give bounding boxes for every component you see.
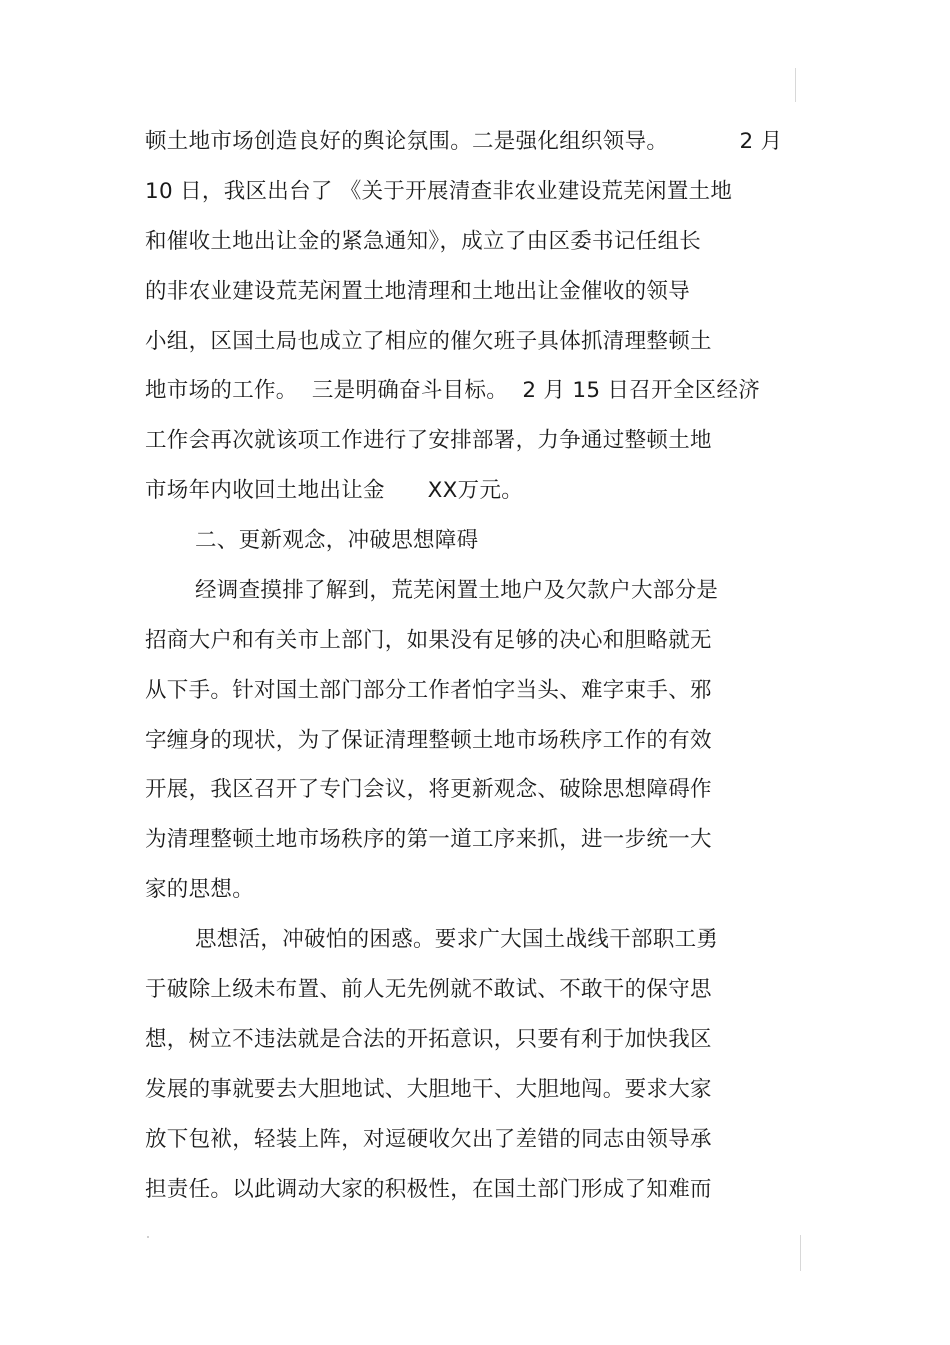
scan-speck (147, 1236, 149, 1238)
text-line: 家的思想。 (145, 877, 255, 902)
text-line: 思想活，冲破怕的困惑。要求广大国土战线干部职工勇 (195, 927, 719, 952)
text-line: 顿土地市场创造良好的舆论氛围。二是强化组织领导。 2 月 (145, 129, 783, 154)
text-line: 招商大户和有关市上部门，如果没有足够的决心和胆略就无 (145, 628, 712, 653)
text-line: 发展的事就要去大胆地试、大胆地干、大胆地闯。要求大家 (145, 1077, 712, 1102)
text-line: 字缠身的现状，为了保证清理整顿土地市场秩序工作的有效 (145, 728, 712, 753)
text-line: 开展，我区召开了专门会议，将更新观念、破除思想障碍作 (145, 777, 712, 802)
text-line: 从下手。针对国土部门部分工作者怕字当头、难字束手、邪 (145, 678, 712, 703)
text-line: 为清理整顿土地市场秩序的第一道工序来抓，进一步统一大 (145, 827, 712, 852)
text-line: 的非农业建设荒芜闲置土地清理和土地出让金催收的领导 (145, 279, 691, 304)
section-heading: 二、更新观念，冲破思想障碍 (195, 528, 479, 553)
text-line: 想，树立不违法就是合法的开拓意识，只要有利于加快我区 (145, 1027, 712, 1052)
text-line: 工作会再次就该项工作进行了安排部署，力争通过整顿土地 (145, 428, 712, 453)
text-line: 市场年内收回土地出让金 XX万元。 (145, 478, 524, 503)
text-line: 小组，区国土局也成立了相应的催欠班子具体抓清理整顿土 (145, 329, 712, 354)
text-line: 10 日，我区出台了 《关于开展清查非农业建设荒芜闲置土地 (145, 179, 733, 204)
text-line: 地市场的工作。 三是明确奋斗目标。 2 月 15 日召开全区经济 (145, 378, 761, 403)
text-line: 经调查摸排了解到，荒芜闲置土地户及欠款户大部分是 (195, 578, 719, 603)
page-edge-mark-bottom (800, 1235, 801, 1271)
page-edge-mark-top (795, 68, 796, 102)
text-line: 和催收土地出让金的紧急通知》，成立了由区委书记任组长 (145, 229, 702, 254)
text-line: 于破除上级未布置、前人无先例就不敢试、不敢干的保守思 (145, 977, 712, 1002)
text-line: 担责任。以此调动大家的积极性，在国土部门形成了知难而 (145, 1177, 712, 1202)
text-line: 放下包袱，轻装上阵，对逗硬收欠出了差错的同志由领导承 (145, 1127, 712, 1152)
